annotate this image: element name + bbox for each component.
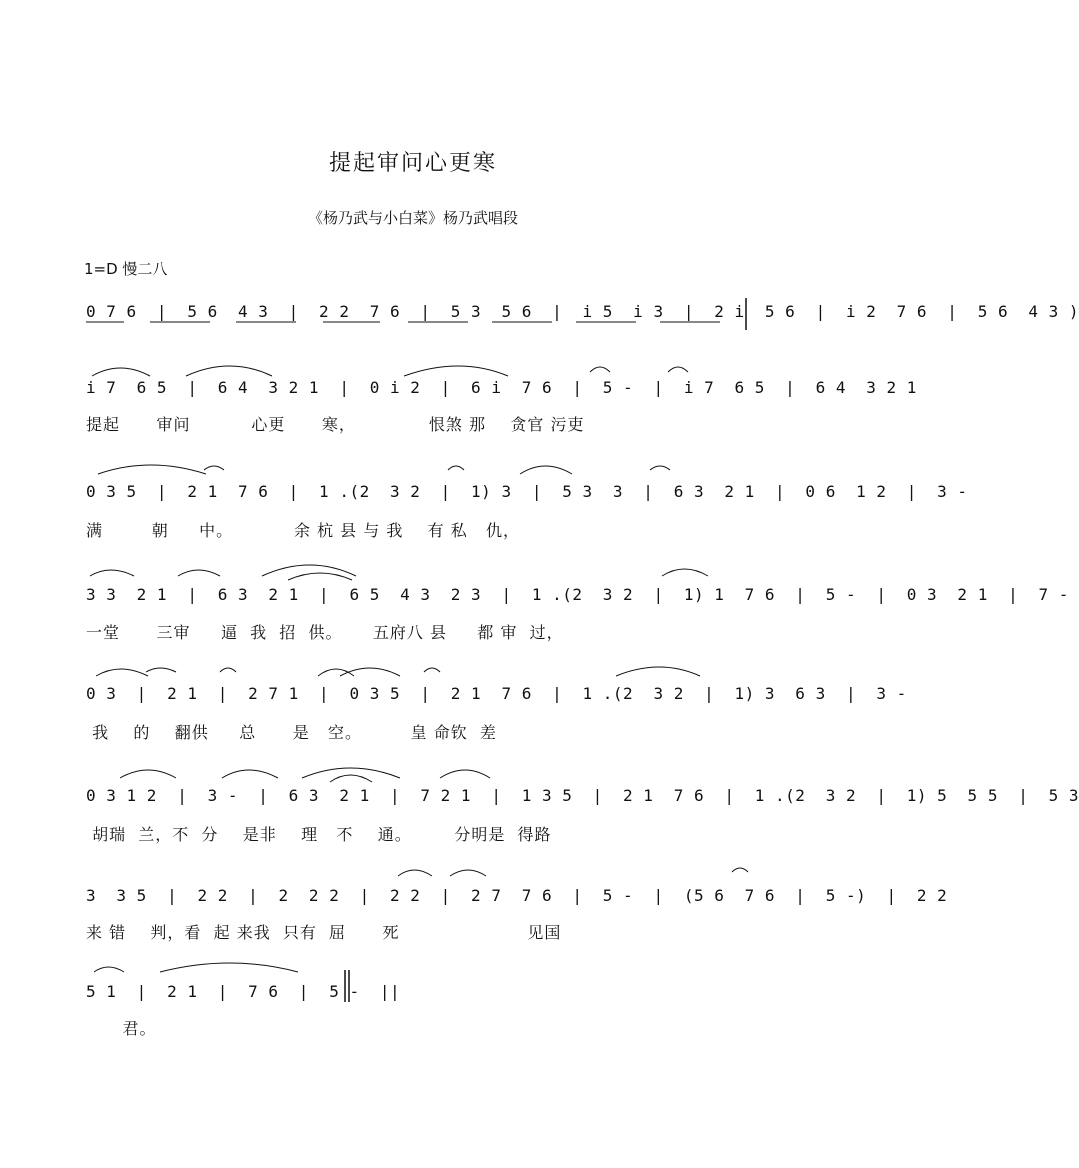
- notation-line-2: i 7 6 5 | 6 4 3 2 1 | 0 i 2 | 6 i 7 6 | 5 - | i 7 6 5 | 6 4 3 2 1: [86, 378, 917, 397]
- lyrics-line-3: 满 朝 中。 余 杭 县 与 我 有 私 仇，: [86, 521, 521, 540]
- lyrics-line-7: 来 错 判，看 起 来我 只有 屈 死 见国: [86, 923, 562, 942]
- notation-line-8: 5 1 | 2 1 | 7 6 | 5 - ||: [86, 982, 401, 1001]
- page-subtitle: 《杨乃武与小白菜》杨乃武唱段: [307, 209, 518, 227]
- notation-line-4: 3 3 2 1 | 6 3 2 1 | 6 5 4 3 2 3 | 1 .(2 3 2 | 1) 1 7 6 | 5 - | 0 3 2 1 | 7 -: [86, 585, 1069, 604]
- page-title: 提起审问心更寒: [328, 151, 497, 176]
- lyrics-line-2: 提起 审问 心更 寒， 恨煞 那 贪官 污吏: [86, 415, 585, 434]
- notation-line-5: 0 3 | 2 1 | 2 7 1 | 0 3 5 | 2 1 7 6 | 1 .(2 3 2 | 1) 3 6 3 | 3 -: [86, 684, 907, 703]
- notation-line-6: 0 3 1 2 | 3 - | 6 3 2 1 | 7 2 1 | 1 3 5 | 2 1 7 6 | 1 .(2 3 2 | 1) 5 5 5 | 5 3: [86, 786, 1079, 805]
- lyrics-line-8: 君。: [86, 1019, 157, 1038]
- notation-line-7: 3 3 5 | 2 2 | 2 2 2 | 2 2 | 2 7 7 6 | 5 - | (5 6 7 6 | 5 -) | 2 2: [86, 886, 948, 905]
- notation-line-3: 0 3 5 | 2 1 7 6 | 1 .(2 3 2 | 1) 3 | 5 3 3 | 6 3 2 1 | 0 6 1 2 | 3 -: [86, 482, 968, 501]
- lyrics-line-6: 胡瑞 兰，不 分 是非 理 不 通。 分明是 得路: [86, 825, 552, 844]
- notation-line-1: 0 7 6 | 5 6 4 3 | 2 2 7 6 | 5 3 5 6 | i 5 i 3 | 2 i 5 6 | i 2 7 6 | 5 6 4 3 ): [86, 302, 1079, 321]
- key-signature: 1=D 慢二八: [84, 260, 168, 278]
- lyrics-line-4: 一堂 三审 逼 我 招 供。 五府八 县 都 审 过，: [86, 623, 564, 642]
- lyrics-line-5: 我 的 翻供 总 是 空。 皇 命钦 差: [86, 723, 497, 742]
